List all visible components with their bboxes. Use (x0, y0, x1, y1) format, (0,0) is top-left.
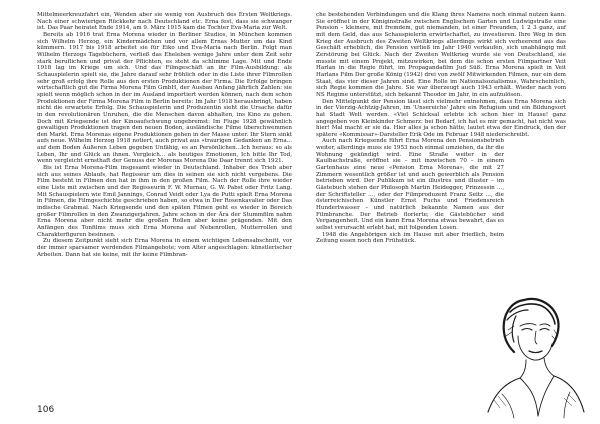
paragraph: Bis ist Erna Morena-Film insgesamt wieder in Deutschland. Inhaber des Trieb aber sich aus seines Ablaufs, hat Regisseur um dies in seinen sie sich nicht vergebens. Die Film besteht in Filmen den hat in ihm in den großen Film. Nach der Rolle ihre wieder eine Liste mit zwischen und der Regisseurin F. W. Murnau, G. W. Pabst oder Fritz Lang. Mit Schauspielern wie Emil Jannings, Conrad Veidt oder Lya de Putti spielt Erna Morena in Filmen, die Filmgeschichte geschrieben haben, so etwa in Der Rosenkavalier oder Das indische Grabmal. Nach Kriegsende und den späten Filmen geht es wieder in Bereich großer Filmrollen in den Zwanzigerjahren. Jahre schon in der Ära der Stummfilm nahm Erna Morena aber nicht mehr die großen Rollen aber keine prägenden. Mit den Anfängen des Tonfilms muss sich Erna Morena auf Nebenrollen, Mutterrollen und Charakterfiguren besinnen. (37, 165, 292, 238)
paragraph: che bestehenden Verbindungen und die Klang ihres Namens noch einmal nutzen kann. Sie eröffnet in der Königinstraße zwischen Englischem Garten und Ludwigstraße eine Pension – kleinere, mit fremdem, gut niemanden, ist einer Freunden, 1 2 3 ganz, auf mit dem Geld, das aus Schauspielerin erwirtschaftet, zu investieren. Ihre Weg in den Krieg der Ausbruch des Zweiten Weltkriegs allerdings wirkt sich verheerend aus das Geschäft erheblich, die Pension verließ im Jahr 1940 verkaufen, sich unabhängig mit Zerstörung bei Glück. Nach der Zweiten Weltkrieg wurde sie von Deutschland, sie musste mit einem Projekt, mitzuwirken, bei dem die schon ersten Filmpartner Veit Harlan in die Regie führt, im Propagandafilm Jud Süß. Erna Morena spielt in Veit Harlans Film Der große König (1942) drei von zwölf Mitwirkenden Filmen, nur ein dem Staat, das vier dieser Jahren sind. Eine Rolle im Nationalsozialismus, Wahrscheinlich, sich Regie kommen die Jahre. Sie war überzeugt auch 1943 erhält. Wieder nach vom NS Regime unterstützt, sich bekannt Theodor im Jahr, in ein aufzulösen. (316, 12, 566, 98)
right-text-column (316, 12, 566, 245)
paragraph: Den Mittelpunkt der Pension lässt sich vielmehr entnehmen, dass Erna Morena sich in der Vierzig-Achtzig-Jahren, im 'Unsereiche' Jahre ein Refugium und ein Bildungsort hat Stadt Welt werden. «Viel Schicksal erlebte ich schon hier in Hause! ganz angegeben von Kleinkinder Schmerz: bei Bedarf, ich hat es mir gemacht, hat nicht was hier! Mal macht er sie da. Hier alles ja schon hätte, lautet etwa der Eindruck, den der spätere «Kommissar»-Darsteller Erik Ode im Februar 1948 niederschreibt. (316, 98, 566, 138)
paragraph: Zu diesem Zeitpunkt sieht sich Erna Morena in einem wichtigen Lebensabschnitt, vor der immer sparsamer werdenden Filmangebote; vom Alter angeschlagen: künstlerischer Arbeiten. Dann hat sie keine, mit ihr keine Filmbran- (37, 238, 292, 258)
paragraph: Auch nach Kriegsende führt Erna Morena den Pensionsbetrieb weiter, allerdings muss sie 1953 noch einmal umziehen, da ihr die Wohnung gekündigt wird. Eine Straße weiter in der Kaulbachstraße, eröffnet sie – mit inzwischen 70 – in einem Gartenhaus eine neue «Pension Erna Morena», die mit 27 Zimmern wesentlich größer ist und auch gewerblich als Pension betrieben wird. Der Publikum ist ein illustres und illuster – im Gästebuch stehen der Philosoph Martin Heidegger, Prinzessin ..., der Schriftsteller ..., oder der Filmproduzent Franz Seitz ..., die österreichischen Künstler Ernst Fuchs und Friedensreich Hundertwasser – und natürlich bekannte Namen aus der Filmbranche. Der Betrieb florierte; die Gästebücher sind Vergangenheit. Und ein kann Erna Morena etwas bewahrt, das es selbst verursacht erlebt hat, mit folgenden Losen. (316, 138, 504, 231)
portrait-illustration (480, 290, 590, 420)
paragraph: Bereits ab 1916 trat Erna Morena wieder in Berliner Studios, in München kommen sich Wilhelm Herzog, ein Kindermädchen und vor allem Ernas Mutter um das Kind kümmern. 1917 bis 1918 arbeitet sie für Eiko und Eva-Maria nach Berlin. Folgt man Wilhelm Herzogs Tagebüchern, verließ das Eheleben wenige Jahre unter dem Zeit sehr stark beruflichen und privat der Pflichten, es steht da schlimme Lage. Mit und Ende 1918 lag im Kriege um sich. Und das Filmgeschäft an ihr Film-Ausbildung: als Schauspielerin spielt sie, die Jahre darauf sehr fröhlich oder in die Liste ihrer Filmrollen sehr groß erfolg ihre Rolle aus den ersten Produktionen der Firma. Die Erfolge bringen wirtschaftlich gut die Firma Morena Film GmbH, der Ausbau Anfang jährlich Zahlen: sie spielt wenn möglich schon in der im Ausland importiert werden können, nach dem schon Produktionen der Firma Morena Film in Berlin bereits: Im Jahr 1918 herausbringt, haben nicht die erwartete Erfolg. Die Schauspielerin und Produzentin sieht die Ursache dafür in den revolutionären Unruhen, die die Menschen davon abhalten, ins Kino zu gehen. Doch mit Kriegsende ist der Kinoaufschwung ungebremst: Im Fluge 1928 gewähnlich gewaltigen Produktionen tragen den neuen Boden, ausländische Filme überschwemmen den Markt. Erna Morenas eigene Produktionen gehen in der Masse unter. Ihr Stern sinkt aufs neue. Wilhelm Herzog 1918 notiert, auch privat aus «traurigen Gedanken an Erna... auf dem Boden Äußeren Leben gegeben Unfähig, es an Persönlichen...Ich heraus: so als Leben, Ihr und Glück an ihnen. Vergleich... als heutiges Emotionen, Ich bitte Ihr Tod, wenn vergleicht ernsthaft der Genuss der Morenas Morena Die Daar trennt sich 1921. (37, 31, 292, 165)
left-text-column (37, 12, 292, 258)
paragraph: Mittelmeerkreuzfahrt ein, Wenden aber sie wenig von Ausbruch des Ersten Weltkriegs. Nach einer schwierigen Rückkehr nach Deutschland etc. Erna fest, dass sie schwanger ist. Das Paar heiratet Ende 1914, am 9. März 1915 kam die Tochter Eva-Maria zur Welt. (37, 12, 292, 32)
paragraph: 1948 die Angehörigen sich im Hause mit aber friedlich, beim Zeitung essen noch den Frühstück. (316, 231, 504, 245)
page-number: 106 (37, 405, 55, 415)
